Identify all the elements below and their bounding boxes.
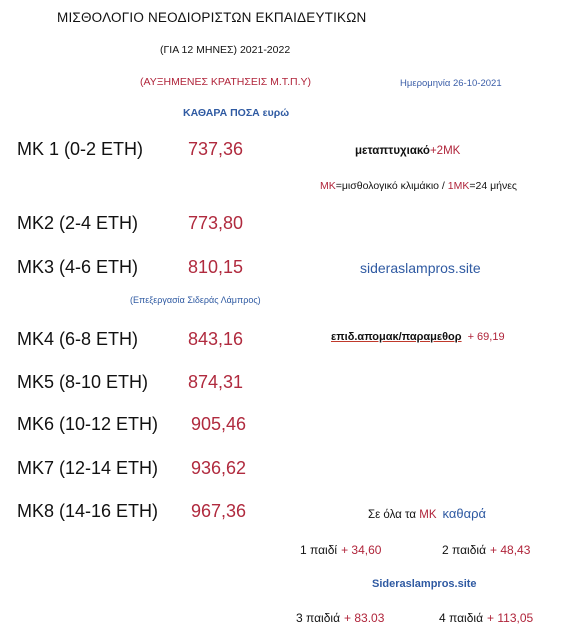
child-label: 4 παιδιά — [439, 611, 484, 625]
site-footer: Sideraslampros.site — [372, 578, 477, 590]
page-title: ΜΙΣΘΟΛΟΓΙΟ ΝΕΟΔΙΟΡΙΣΤΩΝ ΕΚΠΑΙΔΕΥΤΙΚΩΝ — [57, 10, 367, 25]
legend-1mk: 1ΜΚ — [447, 180, 470, 192]
child-label: 3 παιδιά — [296, 611, 341, 625]
all-mk: ΜΚ — [419, 509, 437, 521]
child-label: 1 παιδί — [300, 543, 338, 557]
all-net: καθαρά — [442, 506, 487, 521]
child-allowance-2 — [442, 543, 530, 557]
child-amount: + 113,05 — [487, 611, 534, 625]
child-amount: + 83.03 — [344, 611, 385, 625]
scale-label-mk6: ΜΚ6 (10-12 ΕΤΗ) — [17, 414, 159, 434]
scale-legend — [320, 180, 517, 192]
date-label: Ημερομηνία 26-10-2021 — [400, 78, 502, 89]
scale-label-mk5: ΜΚ5 (8-10 ΕΤΗ) — [17, 372, 149, 392]
legend-rest: =24 μήνες — [469, 180, 517, 192]
allowance-amount: + 69,19 — [467, 331, 505, 343]
scale-label-mk7: ΜΚ7 (12-14 ΕΤΗ) — [17, 458, 159, 478]
scale-value-mk4: 843,16 — [188, 329, 244, 349]
child-allowance-4 — [439, 611, 533, 625]
postgrad-note — [355, 145, 460, 157]
scale-value-mk3: 810,15 — [188, 257, 244, 277]
child-label: 2 παιδιά — [442, 543, 487, 557]
postgrad-plus: +2ΜΚ — [429, 145, 461, 157]
allowance-label: επιδ.απομακ/παραμεθορ — [331, 331, 462, 343]
all-scales-note — [368, 506, 486, 521]
child-allowance-1 — [300, 543, 381, 557]
scale-value-mk8: 967,36 — [191, 501, 247, 521]
period-subtitle: (ΓΙΑ 12 ΜΗΝΕΣ) 2021-2022 — [160, 44, 291, 56]
scale-label-mk4: ΜΚ4 (6-8 ΕΤΗ) — [17, 329, 139, 349]
scale-value-mk7: 936,62 — [191, 458, 247, 478]
scale-value-mk5: 874,31 — [188, 372, 244, 392]
legend-mk: ΜΚ — [320, 180, 336, 192]
net-amounts-label: ΚΑΘΑΡΑ ΠΟΣΑ ευρώ — [183, 107, 290, 119]
postgrad-text: μεταπτυχιακό — [355, 145, 430, 157]
child-amount: + 48,43 — [490, 543, 531, 557]
scale-label-mk3: ΜΚ3 (4-6 ΕΤΗ) — [17, 257, 139, 277]
scale-label-mk1: ΜΚ 1 (0-2 ΕΤΗ) — [17, 139, 144, 159]
scale-label-mk2: ΜΚ2 (2-4 ΕΤΗ) — [17, 213, 139, 233]
site-link: sideraslampros.site — [360, 260, 481, 276]
scale-label-mk8: ΜΚ8 (14-16 ΕΤΗ) — [17, 501, 159, 521]
scale-value-mk2: 773,80 — [188, 213, 244, 233]
child-allowance-3 — [296, 611, 384, 625]
all-prefix: Σε όλα τα — [368, 509, 420, 521]
deductions-note: (ΑΥΞΗΜΕΝΕΣ ΚΡΑΤΗΣΕΙΣ Μ.Τ.Π.Υ) — [140, 76, 311, 88]
legend-text: =μισθολογικό κλιμάκιο / — [335, 180, 448, 192]
scale-value-mk6: 905,46 — [191, 414, 247, 434]
scale-value-mk1: 737,36 — [188, 139, 244, 159]
edit-credit: (Επεξεργασία Σιδεράς Λάμπρος) — [130, 295, 261, 305]
remote-allowance — [331, 331, 505, 343]
child-amount: + 34,60 — [341, 543, 382, 557]
